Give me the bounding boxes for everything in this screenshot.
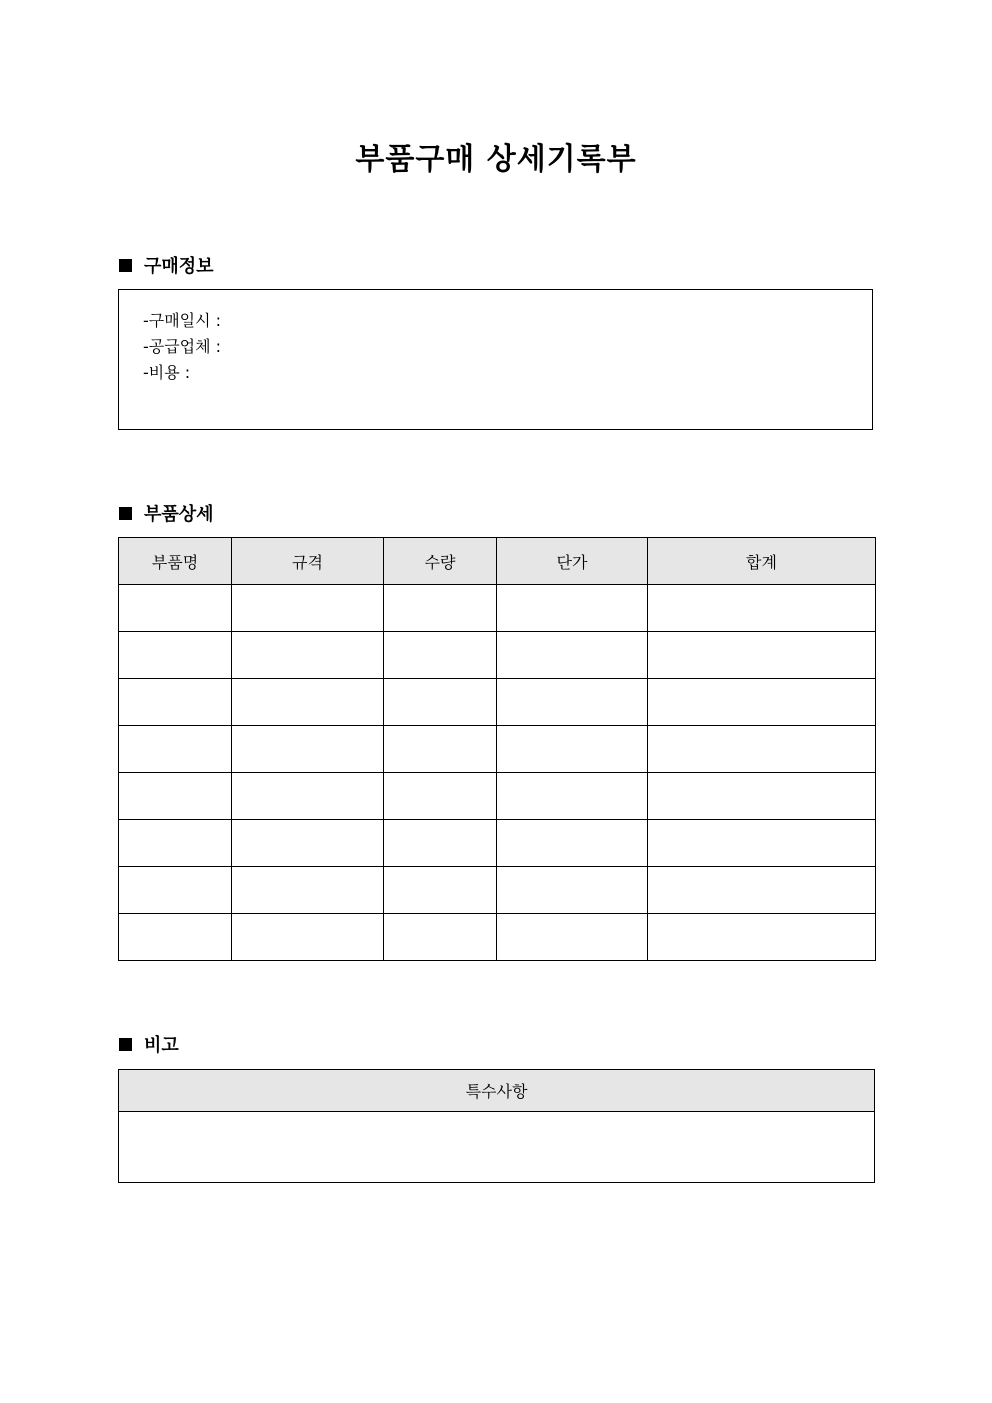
table-cell[interactable] (384, 773, 497, 820)
table-cell[interactable] (384, 679, 497, 726)
cost-field[interactable]: -비용 : (143, 363, 191, 382)
table-cell[interactable] (119, 632, 232, 679)
table-cell[interactable] (119, 820, 232, 867)
table-cell[interactable] (497, 820, 648, 867)
table-cell[interactable] (497, 585, 648, 632)
section-heading-remarks (119, 1032, 179, 1056)
table-cell[interactable] (648, 726, 876, 773)
table-cell[interactable] (384, 820, 497, 867)
table-cell[interactable] (384, 867, 497, 914)
table-cell[interactable] (384, 914, 497, 961)
table-cell[interactable] (648, 679, 876, 726)
column-header-total: 합계 (648, 538, 876, 585)
table-cell[interactable] (232, 726, 384, 773)
table-cell[interactable] (232, 632, 384, 679)
black-square-icon (119, 1038, 132, 1051)
table-row (119, 679, 876, 726)
table-header-row (119, 538, 876, 585)
table-cell[interactable] (497, 773, 648, 820)
table-cell[interactable] (497, 914, 648, 961)
black-square-icon (119, 507, 132, 520)
purchase-info-box (118, 289, 873, 430)
table-cell[interactable] (648, 820, 876, 867)
column-header-spec: 규격 (232, 538, 384, 585)
table-row (119, 726, 876, 773)
section-heading-label: 비고 (144, 1035, 179, 1056)
parts-table (118, 537, 876, 961)
section-heading-label: 구매정보 (144, 256, 214, 277)
table-cell[interactable] (384, 632, 497, 679)
table-cell[interactable] (497, 867, 648, 914)
table-cell[interactable] (232, 867, 384, 914)
table-cell[interactable] (497, 679, 648, 726)
section-heading-parts-detail (119, 501, 214, 525)
column-header-unit-price: 단가 (497, 538, 648, 585)
table-cell[interactable] (119, 679, 232, 726)
table-cell[interactable] (119, 914, 232, 961)
table-cell[interactable] (232, 679, 384, 726)
supplier-field[interactable]: -공급업체 : (143, 337, 222, 356)
section-heading-purchase-info (119, 253, 214, 277)
section-heading-label: 부품상세 (144, 504, 214, 525)
table-cell[interactable] (384, 585, 497, 632)
column-header-part-name: 부품명 (119, 538, 232, 585)
table-row (119, 867, 876, 914)
purchase-date-field[interactable]: -구매일시 : (143, 311, 222, 330)
table-cell[interactable] (648, 914, 876, 961)
page-title: 부품구매 상세기록부 (355, 142, 637, 177)
table-cell[interactable] (232, 773, 384, 820)
table-cell[interactable] (232, 820, 384, 867)
table-row (119, 773, 876, 820)
table-cell[interactable] (648, 585, 876, 632)
table-cell[interactable] (232, 585, 384, 632)
black-square-icon (119, 259, 132, 272)
special-notes-cell[interactable] (119, 1112, 875, 1183)
table-cell[interactable] (648, 773, 876, 820)
table-cell[interactable] (648, 632, 876, 679)
table-row (119, 585, 876, 632)
column-header-special-notes: 특수사항 (119, 1070, 875, 1112)
table-cell[interactable] (119, 867, 232, 914)
table-cell[interactable] (497, 632, 648, 679)
table-row (119, 632, 876, 679)
table-cell[interactable] (497, 726, 648, 773)
remarks-table (118, 1069, 875, 1183)
table-row (119, 914, 876, 961)
column-header-quantity: 수량 (384, 538, 497, 585)
table-cell[interactable] (648, 867, 876, 914)
table-header-row (119, 1070, 875, 1112)
table-row (119, 820, 876, 867)
table-cell[interactable] (119, 726, 232, 773)
table-cell[interactable] (119, 773, 232, 820)
table-cell[interactable] (119, 585, 232, 632)
table-cell[interactable] (384, 726, 497, 773)
table-cell[interactable] (232, 914, 384, 961)
table-row (119, 1112, 875, 1183)
